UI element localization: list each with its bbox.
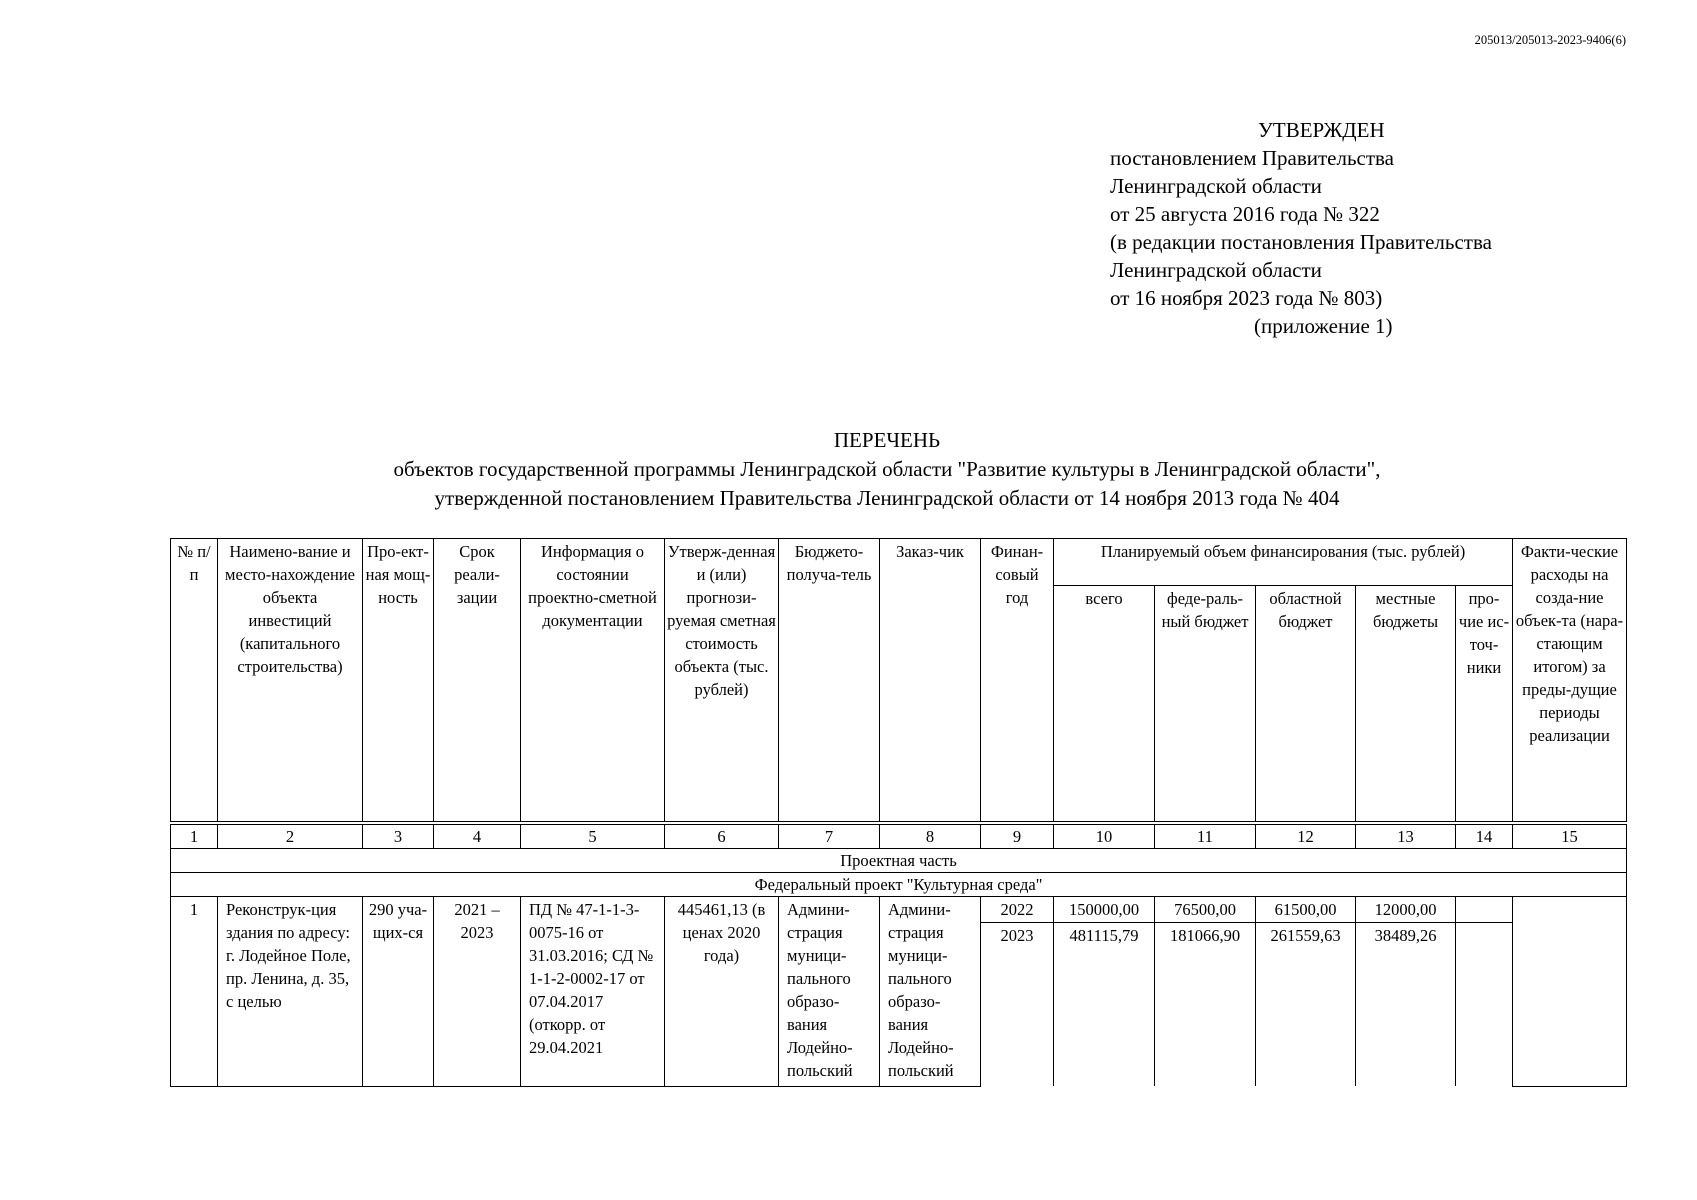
column-number: 13 [1356,823,1456,849]
header-cell: Утверж-денная и (или) прогнози-руемая сметная стоимость объекта (тыс. рублей) [665,539,779,824]
approval-line: постановлением Правительства [1110,146,1395,170]
column-number-row [171,823,1627,849]
object-name: Реконструк-ция здания по адресу: г. Лодейное Поле, пр. Ленина, д. 35, с целью [218,897,363,1087]
design-documentation-info: ПД № 47-1-1-3-0075-16 от 31.03.2016; СД № 1-1-2-0002-17 от 07.04.2017 (откорр. от 29.04.2021 [521,897,665,1087]
header-group-financing: Планируемый объем финансирования (тыс. рублей) [1054,539,1513,586]
column-number: 8 [880,823,981,849]
financing-total: 150000,00 [1054,897,1155,923]
financial-year: 2022 [981,897,1054,923]
header-cell: № п/п [171,539,218,824]
customer: Админи-страция муници-пального образо-вания Лодейно-польский [880,897,981,1087]
section-row [171,849,1627,873]
column-number: 12 [1256,823,1356,849]
title-line: утвержденной постановлением Правительства Ленинградской области от 14 ноября 2013 года № 404 [434,486,1340,510]
actual-expenses [1513,897,1627,1087]
header-cell: Срок реали-зации [434,539,521,824]
title-heading: ПЕРЕЧЕНЬ [833,428,941,452]
financing-local: 38489,26 [1356,923,1456,1087]
table-header-row [171,539,1627,586]
column-number: 2 [218,823,363,849]
financing-other [1456,897,1513,923]
header-cell: местные бюджеты [1356,586,1456,824]
approval-line: Ленинградской области [1110,174,1322,198]
row-number: 1 [171,897,218,1087]
header-cell: Факти-ческие расходы на созда-ние объек-та (нара-стающим итогом) за преды-дущие периоды реализации [1513,539,1627,824]
approval-line: от 25 августа 2016 года № 322 [1110,202,1380,226]
column-number: 11 [1155,823,1256,849]
header-cell: Бюджето-получа-тель [779,539,880,824]
approval-stamp [1110,116,1570,340]
approval-line: Ленинградской области [1110,258,1322,282]
header-cell: всего [1054,586,1155,824]
approval-heading: УТВЕРЖДЕН [1258,118,1385,142]
objects-table [170,538,1627,1087]
header-cell: областной бюджет [1256,586,1356,824]
approval-line: (в редакции постановления Правительства [1110,230,1492,254]
implementation-term: 2021 – 2023 [434,897,521,1087]
header-cell: Про-ект-ная мощ-ность [363,539,434,824]
header-cell: про-чие ис-точ-ники [1456,586,1513,824]
section-federal-project: Федеральный проект "Культурная среда" [171,873,1627,897]
financing-local: 12000,00 [1356,897,1456,923]
financing-other [1456,923,1513,1087]
document-registration-number: 205013/205013-2023-9406(6) [1474,33,1626,47]
approval-appendix: (приложение 1) [1254,314,1393,338]
header-cell: Заказ-чик [880,539,981,824]
header-cell: Финан-совый год [981,539,1054,824]
section-project-part: Проектная часть [171,849,1627,873]
column-number: 4 [434,823,521,849]
header-cell: Наимено-вание и место-нахождение объекта инвестиций (капитального строительства) [218,539,363,824]
header-cell: феде-раль-ный бюджет [1155,586,1256,824]
table-row [171,897,1627,923]
header-cell: Информация о состоянии проектно-сметной документации [521,539,665,824]
column-number: 3 [363,823,434,849]
financing-regional: 61500,00 [1256,897,1356,923]
financing-federal: 181066,90 [1155,923,1256,1087]
budget-recipient: Админи-страция муници-пального образо-вания Лодейно-польский [779,897,880,1087]
column-number: 5 [521,823,665,849]
approval-line: от 16 ноября 2023 года № 803) [1110,286,1383,310]
financing-federal: 76500,00 [1155,897,1256,923]
column-number: 14 [1456,823,1513,849]
financial-year: 2023 [981,923,1054,1087]
document-title [150,426,1624,513]
title-line: объектов государственной программы Ленинградской области "Развитие культуры в Ленинградской области", [393,457,1381,481]
column-number: 9 [981,823,1054,849]
object-capacity: 290 уча-щих-ся [363,897,434,1087]
financing-regional: 261559,63 [1256,923,1356,1087]
column-number: 6 [665,823,779,849]
estimated-cost: 445461,13 (в ценах 2020 года) [665,897,779,1087]
column-number: 1 [171,823,218,849]
column-number: 15 [1513,823,1627,849]
financing-total: 481115,79 [1054,923,1155,1087]
column-number: 7 [779,823,880,849]
section-row [171,873,1627,897]
column-number: 10 [1054,823,1155,849]
